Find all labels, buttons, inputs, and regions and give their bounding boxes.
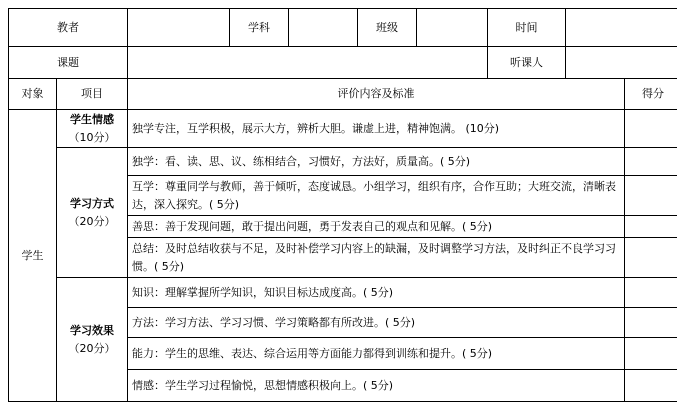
teacher-value-cell[interactable] <box>128 9 230 47</box>
criteria-cell: 知识：理解掌握所学知识，知识目标达成度高。( 5分) <box>128 278 625 308</box>
score-cell[interactable] <box>625 148 677 176</box>
table-row <box>9 278 677 308</box>
section-points: （20分） <box>68 214 116 228</box>
teacher-label: 教者 <box>9 9 128 47</box>
time-value-cell[interactable] <box>566 9 677 47</box>
score-cell[interactable] <box>625 308 677 338</box>
section-title: 学生情感 <box>70 112 114 126</box>
topic-value-cell[interactable] <box>128 47 488 79</box>
column-criteria: 评价内容及标准 <box>128 79 625 110</box>
listener-label: 听课人 <box>488 47 566 79</box>
score-cell[interactable] <box>625 216 677 238</box>
class-label: 班级 <box>358 9 417 47</box>
section-points: （20分） <box>68 341 116 355</box>
lesson-evaluation-table <box>8 8 677 402</box>
subject-value-cell[interactable] <box>289 9 358 47</box>
criteria-cell: 方法：学习方法、学习习惯、学习策略都有所改进。( 5分) <box>128 308 625 338</box>
criteria-cell: 互学：尊重同学与教师，善于倾听，态度诚恳。小组学习，组织有序，合作互助；大班交流，清晰表达，深入探究。( 5分) <box>128 176 625 216</box>
table-row <box>9 110 677 148</box>
section-title: 学习效果 <box>70 323 114 337</box>
subject-label: 学科 <box>230 9 289 47</box>
column-header-row <box>9 79 677 110</box>
criteria-cell: 总结：及时总结收获与不足，及时补偿学习内容上的缺漏，及时调整学习方法，及时纠正不良学习习惯。( 5分) <box>128 238 625 278</box>
time-label: 时间 <box>488 9 566 47</box>
criteria-cell: 独学专注，互学积极，展示大方，辨析大胆。谦虚上进，精神饱满。 (10分) <box>128 110 625 148</box>
score-cell[interactable] <box>625 110 677 148</box>
section-method <box>57 148 128 278</box>
criteria-cell: 善思：善于发现问题，敢于提出问题，勇于发表自己的观点和见解。( 5分) <box>128 216 625 238</box>
section-emotion <box>57 110 128 148</box>
evaluation-form-page <box>8 8 677 412</box>
criteria-cell: 能力：学生的思维、表达、综合运用等方面能力都得到训练和提升。( 5分) <box>128 338 625 370</box>
score-cell[interactable] <box>625 338 677 370</box>
topic-label: 课题 <box>9 47 128 79</box>
criteria-cell: 独学：看、读、思、议、练相结合，习惯好，方法好，质量高。( 5分) <box>128 148 625 176</box>
table-row <box>9 148 677 176</box>
criteria-cell: 情感：学生学习过程愉悦，思想情感积极向上。( 5分) <box>128 370 625 402</box>
column-item: 项目 <box>57 79 128 110</box>
listener-value-cell[interactable] <box>566 47 677 79</box>
section-points: （10分） <box>68 130 116 144</box>
score-cell[interactable] <box>625 238 677 278</box>
score-cell[interactable] <box>625 176 677 216</box>
score-cell[interactable] <box>625 370 677 402</box>
header-row-2 <box>9 47 677 79</box>
column-object: 对象 <box>9 79 57 110</box>
section-title: 学习方式 <box>70 196 114 210</box>
score-cell[interactable] <box>625 278 677 308</box>
header-row-1 <box>9 9 677 47</box>
class-value-cell[interactable] <box>417 9 488 47</box>
section-effect <box>57 278 128 402</box>
column-score: 得分 <box>625 79 677 110</box>
object-cell: 学生 <box>9 110 57 402</box>
